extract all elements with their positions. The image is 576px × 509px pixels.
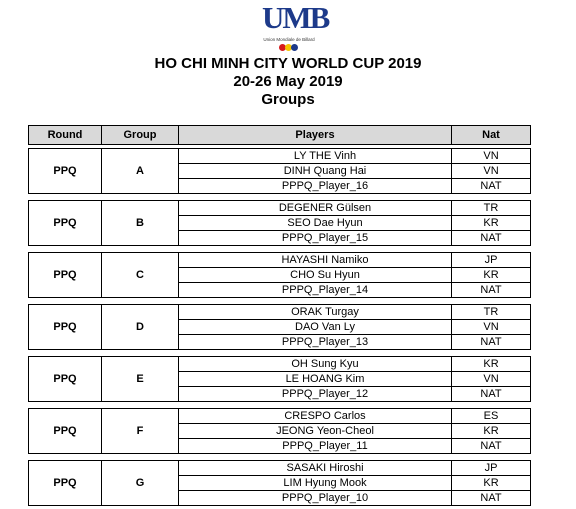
column-header-nat: Nat — [452, 126, 531, 145]
umb-logo — [262, 0, 329, 54]
player-name-cell: DEGENER Gülsen — [179, 201, 452, 216]
group-cell: G — [102, 461, 179, 506]
nationality-cell: NAT — [452, 491, 531, 506]
logo-dot-blue — [291, 44, 298, 51]
nationality-cell: NAT — [452, 387, 531, 402]
nationality-cell: NAT — [452, 439, 531, 454]
player-name-cell: SASAKI Hiroshi — [179, 461, 452, 476]
player-name-cell: PPPQ_Player_13 — [179, 335, 452, 350]
group-table — [28, 252, 531, 298]
player-name-cell: SEO Dae Hyun — [179, 216, 452, 231]
player-name-cell: CHO Su Hyun — [179, 268, 452, 283]
nationality-cell: VN — [452, 149, 531, 164]
nationality-cell: KR — [452, 216, 531, 231]
player-name-cell: PPPQ_Player_12 — [179, 387, 452, 402]
column-header-round: Round — [29, 126, 102, 145]
header-row — [29, 126, 531, 145]
nationality-cell: KR — [452, 476, 531, 491]
logo-dots — [279, 44, 299, 52]
table-row — [29, 409, 531, 424]
group-cell: F — [102, 409, 179, 454]
player-name-cell: JEONG Yeon-Cheol — [179, 424, 452, 439]
player-name-cell: LY THE Vinh — [179, 149, 452, 164]
nationality-cell: VN — [452, 164, 531, 179]
player-name-cell: OH Sung Kyu — [179, 357, 452, 372]
table-row — [29, 305, 531, 320]
groups-table-header — [28, 125, 531, 145]
nationality-cell: VN — [452, 320, 531, 335]
nationality-cell: KR — [452, 268, 531, 283]
group-cell: A — [102, 149, 179, 194]
round-cell: PPQ — [29, 201, 102, 246]
group-table — [28, 460, 531, 506]
group-cell: E — [102, 357, 179, 402]
player-name-cell: LIM Hyung Mook — [179, 476, 452, 491]
group-table — [28, 356, 531, 402]
round-cell: PPQ — [29, 149, 102, 194]
round-cell: PPQ — [29, 461, 102, 506]
player-name-cell: PPPQ_Player_11 — [179, 439, 452, 454]
nationality-cell: JP — [452, 253, 531, 268]
page-subtitle: Groups — [261, 91, 315, 108]
logo-subtitle: Union Mondiale de Billard — [263, 37, 315, 42]
player-name-cell: ORAK Turgay — [179, 305, 452, 320]
event-dates: 20-26 May 2019 — [233, 73, 343, 90]
logo-mark: UMB — [262, 0, 329, 35]
player-name-cell: PPPQ_Player_16 — [179, 179, 452, 194]
page-title: HO CHI MINH CITY WORLD CUP 2019 — [154, 55, 422, 72]
group-table — [28, 408, 531, 454]
nationality-cell: ES — [452, 409, 531, 424]
nationality-cell: VN — [452, 372, 531, 387]
group-table — [28, 148, 531, 194]
nationality-cell: TR — [452, 305, 531, 320]
nationality-cell: NAT — [452, 179, 531, 194]
player-name-cell: PPPQ_Player_14 — [179, 283, 452, 298]
group-cell: C — [102, 253, 179, 298]
group-cell: D — [102, 305, 179, 350]
column-header-group: Group — [102, 126, 179, 145]
table-row — [29, 461, 531, 476]
player-name-cell: PPPQ_Player_10 — [179, 491, 452, 506]
player-name-cell: DINH Quang Hai — [179, 164, 452, 179]
player-name-cell: PPPQ_Player_15 — [179, 231, 452, 246]
player-name-cell: DAO Van Ly — [179, 320, 452, 335]
round-cell: PPQ — [29, 253, 102, 298]
nationality-cell: NAT — [452, 231, 531, 246]
nationality-cell: NAT — [452, 335, 531, 350]
group-table — [28, 200, 531, 246]
nationality-cell: KR — [452, 357, 531, 372]
round-cell: PPQ — [29, 357, 102, 402]
nationality-cell: JP — [452, 461, 531, 476]
group-cell: B — [102, 201, 179, 246]
player-name-cell: HAYASHI Namiko — [179, 253, 452, 268]
nationality-cell: KR — [452, 424, 531, 439]
round-cell: PPQ — [29, 305, 102, 350]
table-row — [29, 357, 531, 372]
nationality-cell: TR — [452, 201, 531, 216]
table-row — [29, 201, 531, 216]
player-name-cell: CRESPO Carlos — [179, 409, 452, 424]
nationality-cell: NAT — [452, 283, 531, 298]
column-header-players: Players — [179, 126, 452, 145]
group-table — [28, 304, 531, 350]
round-cell: PPQ — [29, 409, 102, 454]
player-name-cell: LE HOANG Kim — [179, 372, 452, 387]
table-row — [29, 149, 531, 164]
table-row — [29, 253, 531, 268]
